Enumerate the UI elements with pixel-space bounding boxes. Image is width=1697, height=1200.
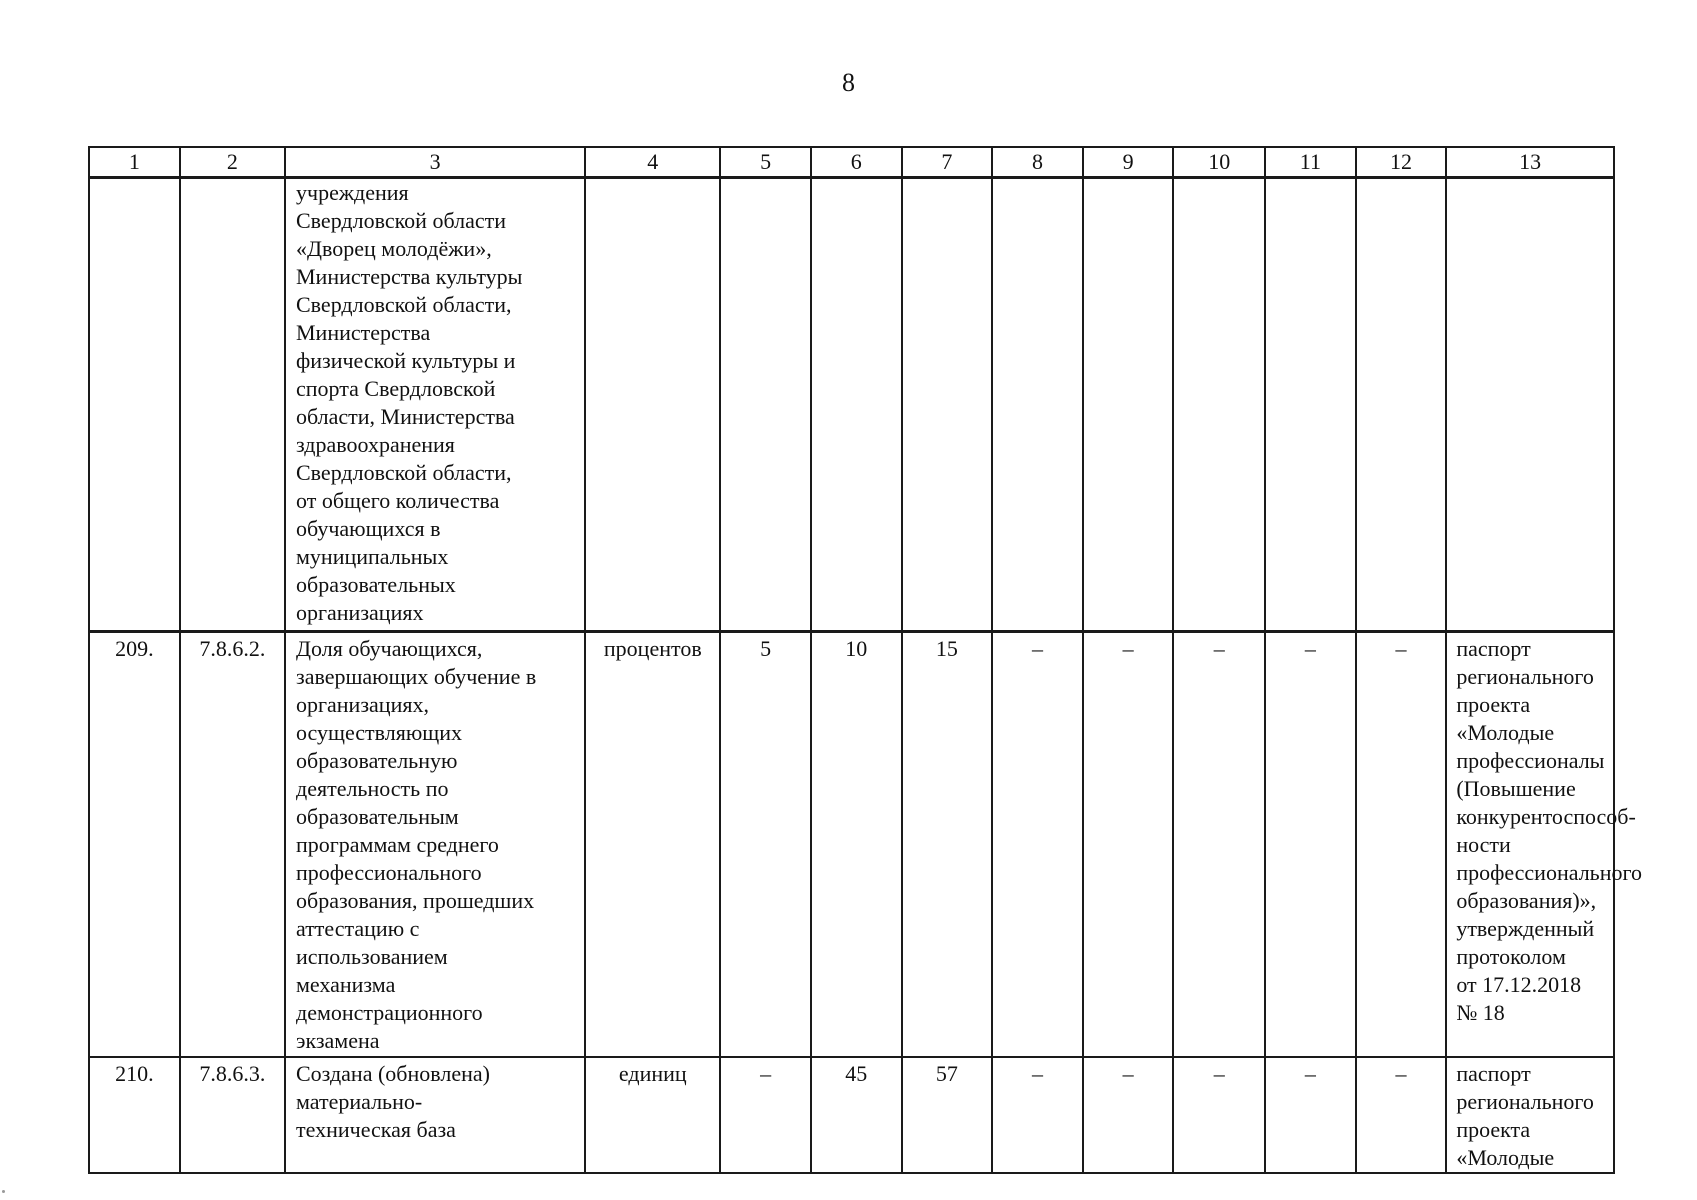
column-header: 2	[180, 147, 285, 178]
empty-cell	[1356, 178, 1447, 632]
table-row	[89, 632, 1614, 1058]
column-header: 8	[992, 147, 1083, 178]
value-cell-10: –	[1173, 632, 1265, 1058]
column-header: 12	[1356, 147, 1447, 178]
empty-cell	[1446, 178, 1614, 632]
column-header: 4	[585, 147, 720, 178]
indicator-name-cell: Доля обучающихся, завершающих обучение в организациях, осуществляющих образовательную деятельность по образовательным программам среднего профессионального образования, прошедших аттестацию с использованием механизма демонстрационного экзамена	[285, 632, 585, 1058]
value-cell-12: –	[1356, 1057, 1447, 1173]
table-header-row	[89, 147, 1614, 178]
value-cell-9: –	[1083, 632, 1174, 1058]
value-cell-7: 57	[902, 1057, 993, 1173]
column-header: 10	[1173, 147, 1265, 178]
column-header: 3	[285, 147, 585, 178]
empty-cell	[1265, 178, 1356, 632]
row-number-cell: 209.	[89, 632, 180, 1058]
empty-cell	[180, 178, 285, 632]
value-cell-8: –	[992, 1057, 1083, 1173]
column-header: 11	[1265, 147, 1356, 178]
indicators-table	[88, 146, 1642, 1174]
empty-cell	[720, 178, 811, 632]
value-cell-6: 10	[811, 632, 902, 1058]
value-cell-10: –	[1173, 1057, 1265, 1173]
empty-cell	[585, 178, 720, 632]
source-cell: паспорт регионального проекта «Молодые профессионалы (Повышение конкурентоспособ- ности профессионального образования)», утвержденный протоколом от 17.12.2018 № 18	[1446, 632, 1614, 1058]
value-cell-11: –	[1265, 632, 1356, 1058]
empty-cell	[992, 178, 1083, 632]
table-row-continuation	[89, 178, 1614, 632]
column-header: 7	[902, 147, 993, 178]
value-cell-12: –	[1356, 632, 1447, 1058]
row-code-cell: 7.8.6.3.	[180, 1057, 285, 1173]
column-header: 13	[1446, 147, 1614, 178]
column-header: 5	[720, 147, 811, 178]
empty-cell	[902, 178, 993, 632]
column-header: 9	[1083, 147, 1174, 178]
value-cell-11: –	[1265, 1057, 1356, 1173]
indicator-name-cell: учреждения Свердловской области «Дворец молодёжи», Министерства культуры Свердловской области, Министерства физической культуры и спорта Свердловской области, Министерства здравоохранения Свердловской области, от общего количества обучающихся в муниципальных образовательных организациях	[285, 178, 585, 632]
value-cell-5: –	[720, 1057, 811, 1173]
column-header: 6	[811, 147, 902, 178]
value-cell-8: –	[992, 632, 1083, 1058]
empty-cell	[1173, 178, 1265, 632]
scan-artifact	[2, 1190, 5, 1193]
page-number: 8	[842, 68, 855, 97]
empty-cell	[811, 178, 902, 632]
row-code-cell: 7.8.6.2.	[180, 632, 285, 1058]
unit-cell: единиц	[585, 1057, 720, 1173]
table-row	[89, 1057, 1614, 1173]
value-cell-6: 45	[811, 1057, 902, 1173]
unit-cell: процентов	[585, 632, 720, 1058]
indicator-name-cell: Создана (обновлена) материально- техническая база	[285, 1057, 585, 1173]
source-cell: паспорт регионального проекта «Молодые	[1446, 1057, 1614, 1173]
value-cell-5: 5	[720, 632, 811, 1058]
value-cell-7: 15	[902, 632, 993, 1058]
row-number-cell: 210.	[89, 1057, 180, 1173]
column-header: 1	[89, 147, 180, 178]
empty-cell	[89, 178, 180, 632]
value-cell-9: –	[1083, 1057, 1174, 1173]
empty-cell	[1083, 178, 1174, 632]
